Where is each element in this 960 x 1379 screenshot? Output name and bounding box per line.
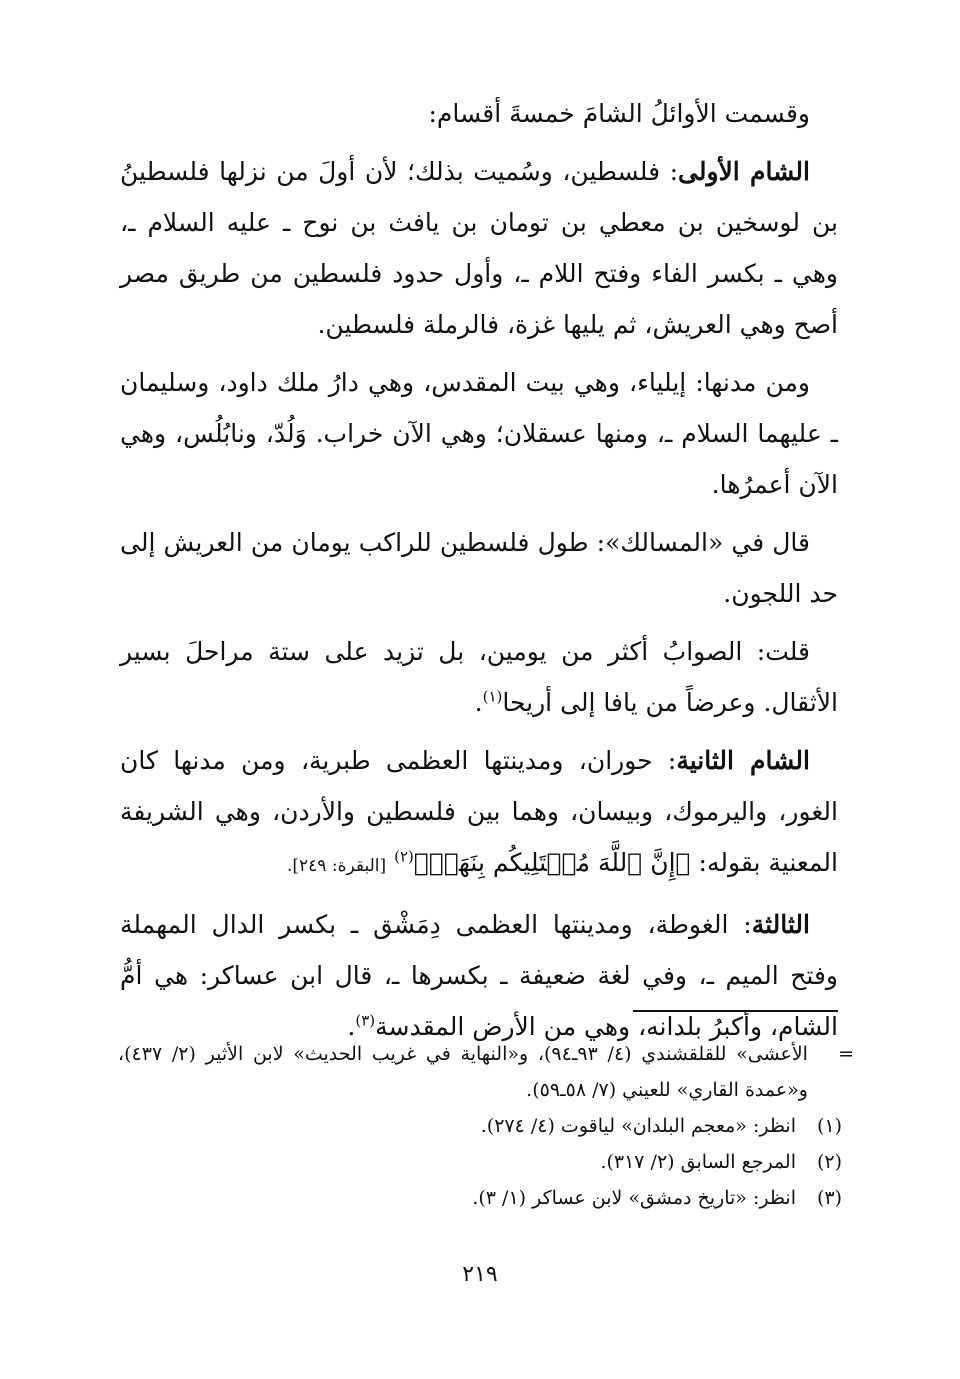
masalik-text: قال في «المسالك»: طول فلسطين للراكب يومان من العريش إلى حد اللجون. — [120, 528, 838, 608]
main-text — [120, 88, 838, 1059]
continuation-mark: = — [838, 1043, 854, 1065]
footnote-1 — [118, 1108, 848, 1144]
footnote-number: (٢) — [816, 1151, 842, 1173]
paragraph-first-sham — [120, 146, 838, 350]
paragraph-correction — [120, 626, 838, 728]
continuation-text: الأعشى» للقلقشندي (٤/ ٩٣ـ٩٤)، و«النهاية في غريب الحديث» لابن الأثير (٢/ ٤٣٧)، و«عمدة القاري» للعيني (٧/ ٥٨ـ٥٩). — [118, 1043, 808, 1101]
footnote-ref-1[interactable]: (١) — [482, 687, 503, 706]
first-sham-text: : فلسطين، وسُميت بذلك؛ لأن أولَ من نزلها فلسطينُ بن لوسخين بن معطي بن تومان بن يافث بن نوح ـ عليه السلام ـ، وهي ـ بكسر الفاء وفتح اللام ـ، وأول حدود فلسطين من طريق مصر أصح وهي العريش، ثم يليها غزة، فالرملة فلسطين. — [120, 157, 838, 339]
quran-verse: ﴿إِنَّ ٱللَّهَ مُبۡتَلِيكُم بِنَهَرٖ﴾ — [413, 848, 691, 877]
footnotes — [118, 1036, 854, 1216]
footnote-continuation — [118, 1036, 854, 1108]
footnote-2 — [118, 1144, 848, 1180]
footnote-ref-3[interactable]: (٣) — [355, 1011, 376, 1030]
footnote-text: انظر: «تاريخ دمشق» لابن عساكر (١/ ٣). — [472, 1187, 796, 1209]
paragraph-cities — [120, 357, 838, 510]
footnote-ref-2[interactable]: (٢) — [394, 847, 414, 866]
intro-text: وقسمت الأوائلُ الشامَ خمسةَ أقسام: — [428, 99, 810, 128]
correction-end: . — [474, 688, 483, 717]
third-sham-end: . — [347, 1012, 356, 1041]
footnote-number: (٣) — [816, 1187, 842, 1209]
paragraph-intro — [120, 88, 838, 139]
paragraph-third-sham — [120, 899, 838, 1052]
footnote-3 — [118, 1180, 848, 1216]
section-heading-first: الشام الأولى — [678, 157, 810, 186]
cities-text: ومن مدنها: إيلياء، وهي بيت المقدس، وهي دارُ ملك داود، وسليمان ـ عليهما السلام ـ، ومنها عسقلان؛ وهي الآن خراب. وَلُدّ، ونابُلُس، وهي الآن أعمرُها. — [120, 368, 838, 499]
correction-text: قلت: الصوابُ أكثر من يومين، بل تزيد على ستة مراحلَ بسير الأثقال. وعرضاً من يافا إلى أريحا — [120, 637, 838, 717]
section-heading-second: الشام الثانية — [676, 746, 810, 775]
footnote-divider — [633, 1010, 838, 1012]
footnote-number: (١) — [816, 1115, 842, 1137]
footnote-text: المرجع السابق (٢/ ٣١٧). — [600, 1151, 796, 1173]
third-sham-text: : الغوطة، ومدينتها العظمى دِمَشْق ـ بكسر الدال المهملة وفتح الميم ـ، وفي لغة ضعيفة ـ بكسرها ـ، قال ابن عساكر: هي أمُّ الشام، وأكبرُ بلدانه، وهي من الأرض المقدسة — [120, 910, 838, 1041]
second-sham-text: : حوران، ومدينتها العظمى طبرية، ومن مدنها كان الغور، واليرموك، وبيسان، وهما بين فلسطين والأردن، وهي الشريفة المعنية بقوله: — [120, 746, 838, 877]
section-heading-third: الثالثة — [751, 910, 810, 939]
paragraph-second-sham — [120, 735, 838, 892]
verse-reference: [البقرة: ٢٤٩]. — [287, 856, 387, 876]
page-number: ٢١٩ — [462, 1262, 498, 1287]
footnote-text: انظر: «معجم البلدان» لياقوت (٤/ ٢٧٤). — [480, 1115, 796, 1137]
paragraph-masalik — [120, 517, 838, 619]
